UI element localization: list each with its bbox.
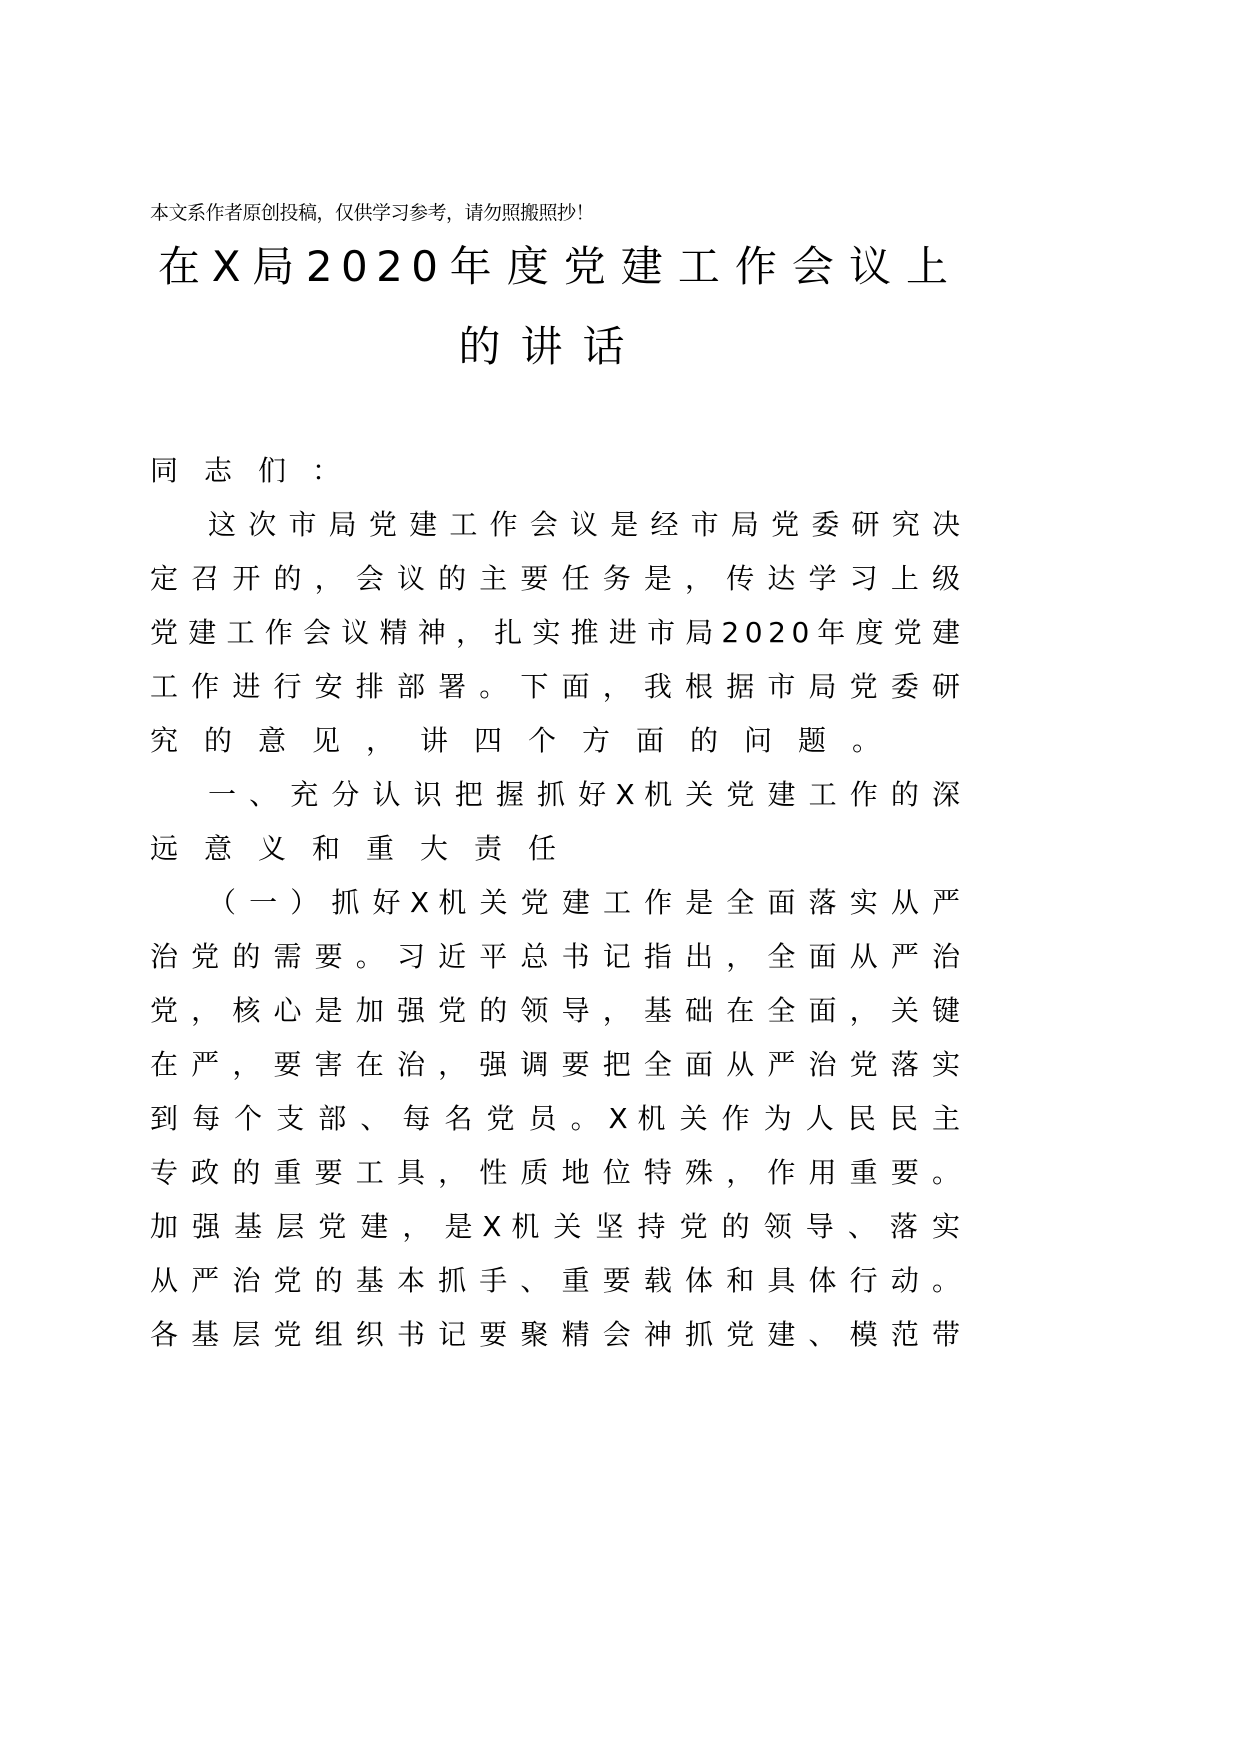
text-line: 专 政 的 重 要 工 具 ， 性 质 地 位 特 殊 ， 作 用 重 要 。 <box>150 1156 960 1189</box>
document-body <box>150 444 960 1362</box>
text-line: 从 严 治 党 的 基 本 抓 手 、 重 要 载 体 和 具 体 行 动 。 <box>150 1264 960 1297</box>
document-title-line-1: 在 X 局 2 0 2 0 年 度 党 建 工 作 会 议 上 <box>158 242 948 291</box>
text-line: 究的意见，讲四个方面的问题。 <box>150 724 907 757</box>
document-title-line-2: 的讲话 <box>458 322 645 371</box>
text-line: 党 ， 核 心 是 加 强 党 的 领 导 ， 基 础 在 全 面 ， 关 键 <box>150 994 960 1027</box>
section-heading-line: 远意义和重大责任 <box>150 832 583 865</box>
copyright-note: 本文系作者原创投稿，仅供学习参考，请勿照搬照抄！ <box>150 202 595 224</box>
text-line: 这 次 市 局 党 建 工 作 会 议 是 经 市 局 党 委 研 究 决 <box>208 508 960 541</box>
subsection-line: （ 一 ） 抓 好 X 机 关 党 建 工 作 是 全 面 落 实 从 严 <box>208 886 960 919</box>
text-line: 党 建 工 作 会 议 精 神 ， 扎 实 推 进 市 局 2 0 2 0 年 度 党 建 <box>150 616 960 649</box>
section-heading-line: 一 、 充 分 认 识 把 握 抓 好 X 机 关 党 建 工 作 的 深 <box>208 778 960 811</box>
text-line: 工 作 进 行 安 排 部 署 。 下 面 ， 我 根 据 市 局 党 委 研 <box>150 670 960 703</box>
text-line: 在 严 ， 要 害 在 治 ， 强 调 要 把 全 面 从 严 治 党 落 实 <box>150 1048 960 1081</box>
salutation: 同志们： <box>150 454 367 487</box>
text-line: 定 召 开 的 ， 会 议 的 主 要 任 务 是 ， 传 达 学 习 上 级 <box>150 562 960 595</box>
text-line: 各 基 层 党 组 织 书 记 要 聚 精 会 神 抓 党 建 、 模 范 带 <box>150 1318 960 1351</box>
text-line: 到 每 个 支 部 、 每 名 党 员 。 X 机 关 作 为 人 民 民 主 <box>150 1102 960 1135</box>
text-line: 加 强 基 层 党 建 ， 是 X 机 关 坚 持 党 的 领 导 、 落 实 <box>150 1210 960 1243</box>
text-line: 治 党 的 需 要 。 习 近 平 总 书 记 指 出 ， 全 面 从 严 治 <box>150 940 960 973</box>
